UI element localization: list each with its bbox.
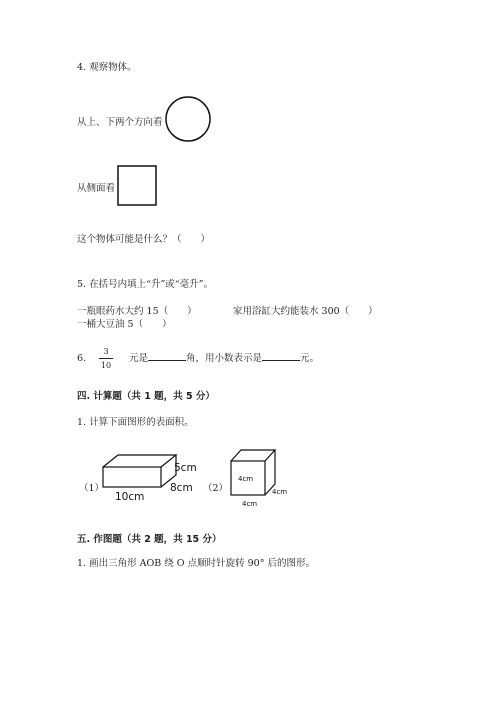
q6-text-c: 元。 xyxy=(300,353,320,364)
q6-numerator: 3 xyxy=(103,347,109,356)
fig2-side-label: 4cm xyxy=(272,488,288,496)
fig1-height-label: 5cm xyxy=(174,462,197,474)
q5-item3: 一桶大豆油 5（ ） xyxy=(77,319,172,330)
fig2-label: （2） xyxy=(203,483,229,494)
q4-title: 4. 观察物体。 xyxy=(77,62,137,73)
fig1-length-label: 10cm xyxy=(115,491,145,503)
fig2-face-label: 4cm xyxy=(238,475,254,483)
q4-question: 这个物体可能是什么？（ ） xyxy=(77,234,211,245)
q5-item2: 家用浴缸大约能装水 300（ ） xyxy=(233,306,378,317)
section4-q1: 1. 计算下面图形的表面积。 xyxy=(77,417,194,428)
q5-title: 5. 在括号内填上“升”或“毫升”。 xyxy=(77,279,214,290)
section5-heading: 五. 作图题（共 2 题，共 15 分） xyxy=(77,534,222,545)
q4-side-view-label: 从侧面看 xyxy=(77,183,116,194)
section4-heading: 四. 计算题（共 1 题，共 5 分） xyxy=(77,391,215,402)
fig1-label: （1） xyxy=(79,483,105,494)
fig2-bottom-label: 4cm xyxy=(242,500,258,508)
q6-denominator: 10 xyxy=(100,361,112,370)
q6-text-a: 元是 xyxy=(129,353,149,364)
section5-q1: 1. 画出三角形 AOB 绕 O 点顺时针旋转 90° 后的图形。 xyxy=(77,558,315,569)
q5-item1: 一瓶眼药水大约 15（ ） xyxy=(77,306,197,317)
q6-text-b: 角，用小数表示是 xyxy=(186,353,263,364)
q4-top-view-label: 从上、下两个方向看 xyxy=(77,117,163,128)
fig1-depth-label: 8cm xyxy=(170,482,193,494)
q6-number: 6. xyxy=(77,353,87,364)
